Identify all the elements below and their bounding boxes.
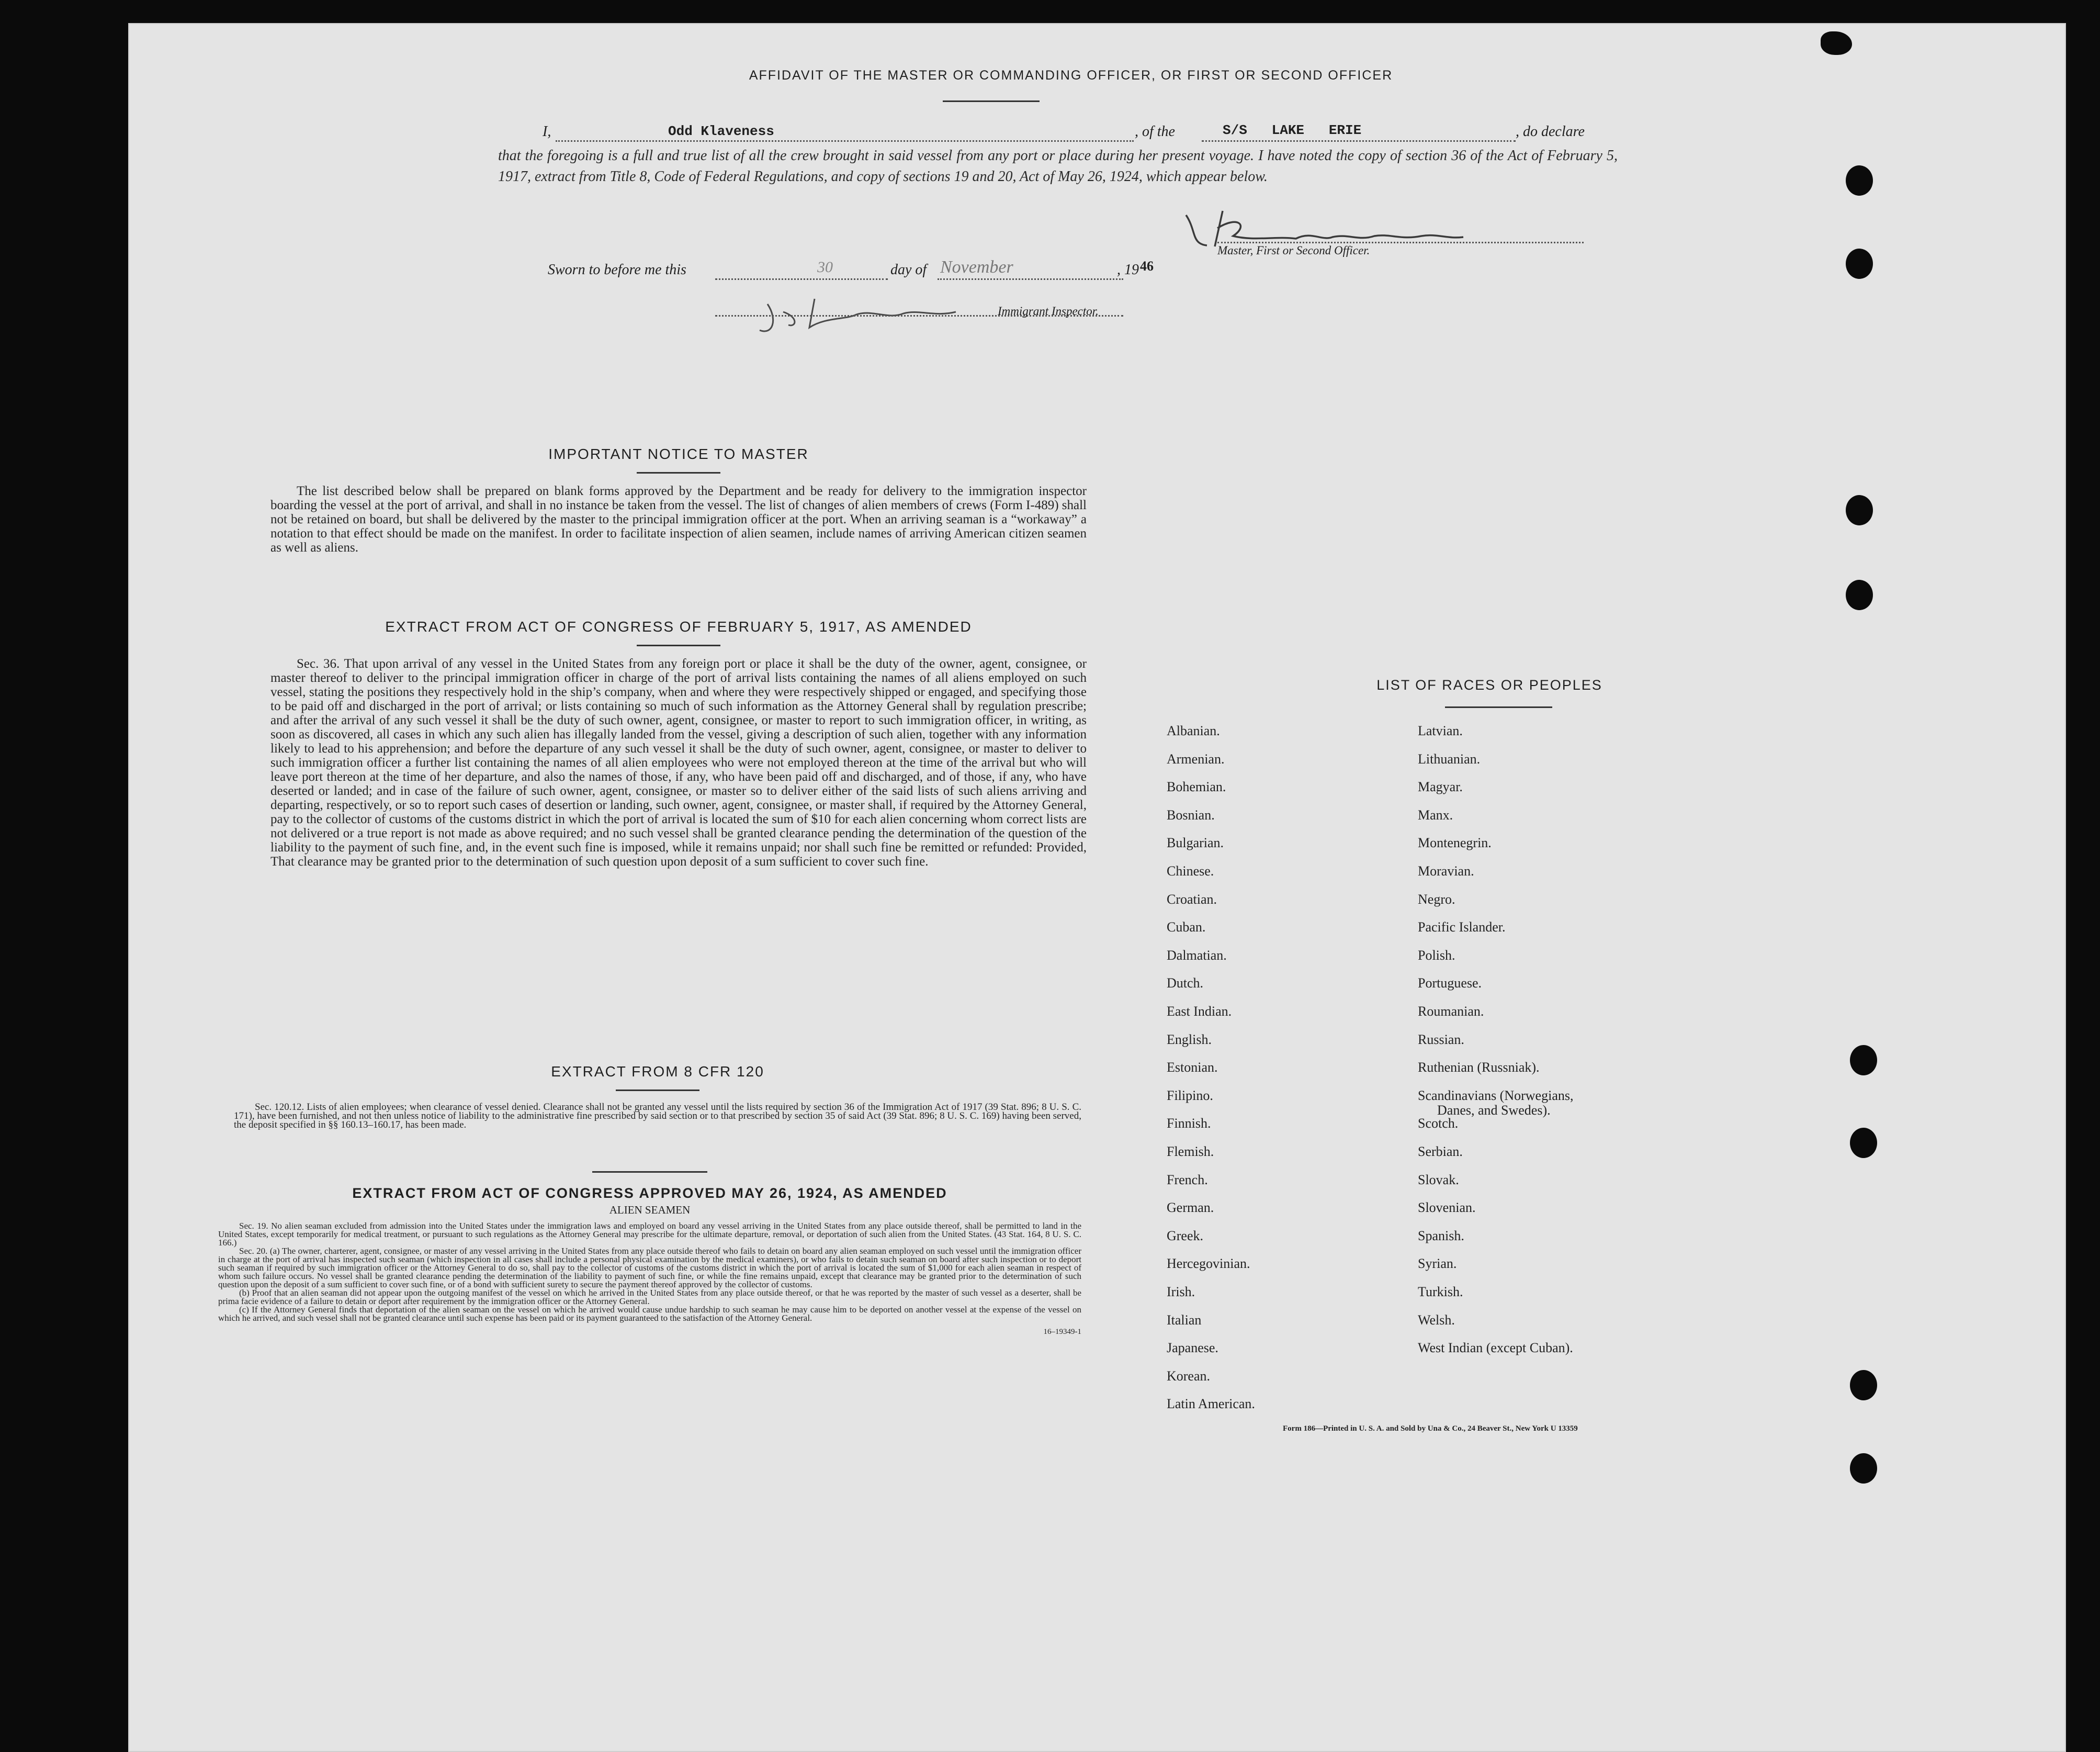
affidavit-title: AFFIDAVIT OF THE MASTER OR COMMANDING OFFICER, OR FIRST OR SECOND OFFICER [749,68,1393,83]
race-item: Korean. [1167,1368,1211,1384]
race-item: Scotch. [1418,1116,1459,1131]
punch-hole [1846,495,1873,525]
document-page [128,23,2066,1752]
do-declare-label: , do declare [1516,123,1585,140]
race-item: Syrian. [1418,1256,1457,1272]
race-item: English. [1167,1031,1212,1047]
race-item: Danes, and Swedes). [1437,1102,1551,1118]
races-rule [1445,706,1552,708]
year-prefix: , 19 [1117,262,1139,278]
race-item: Ruthenian (Russniak). [1418,1060,1540,1075]
torn-corner [1821,31,1852,55]
extract-1917-heading: EXTRACT FROM ACT OF CONGRESS OF FEBRUARY 5, 1917, AS AMENDED [385,619,972,635]
sworn-month: November [940,257,1013,277]
race-item: East Indian. [1167,1004,1232,1019]
race-item: Negro. [1418,891,1455,907]
name-line [556,140,1134,142]
extract-1924-section [218,1171,1081,1337]
day-line [715,278,888,280]
extract-1917-rule [637,645,720,646]
race-item: Dutch. [1167,975,1204,991]
printer-line: Form 186—Printed in U. S. A. and Sold by Una & Co., 24 Beaver St., New York U 13359 [1283,1424,1578,1433]
race-item: Filipino. [1167,1087,1213,1103]
race-item: Bosnian. [1167,807,1215,823]
race-item: Latin American. [1167,1396,1255,1412]
master-name: Odd Klaveness [668,123,774,139]
extract-cfr-rule [616,1090,699,1091]
race-item: Serbian. [1418,1144,1463,1159]
race-item: Slovak. [1418,1172,1459,1187]
race-item: Polish. [1418,947,1455,963]
race-item: Estonian. [1167,1060,1218,1075]
affidavit-body: that the foregoing is a full and true list of all the crew brought in said vessel from any port or place during her present voyage. I have noted the copy of section 36 of the Act of February 5, 1917, extract from Title 8, Code of Federal Regulations, and copy of sections 19 and 20, Act of May 26, 1924, which appear below. [498,148,1618,185]
race-item: Finnish. [1167,1116,1211,1131]
race-item: Spanish. [1418,1228,1464,1243]
race-item: German. [1167,1200,1214,1216]
race-item: Russian. [1418,1031,1464,1047]
race-item: Bulgarian. [1167,835,1224,851]
punch-hole [1850,1045,1877,1075]
race-item: Roumanian. [1418,1004,1484,1019]
punch-hole [1850,1453,1877,1484]
sworn-day: 30 [817,259,833,276]
vessel-line [1202,140,1516,142]
race-item: Slovenian. [1418,1200,1476,1216]
sworn-prefix: Sworn to before me this [548,262,686,278]
form-code: 16–19349-1 [1043,1328,1081,1336]
punch-hole [1850,1128,1877,1158]
month-line [938,278,1123,280]
race-item: Armenian. [1167,751,1225,767]
notice-body: The list described below shall be prepared on blank forms approved by the Department and be ready for delivery to the immigration inspector boarding the vessel at the port of arrival, and shall in no instance be taken from the vessel. The list of changes of alien members of crews (Form I-489) shall not be retained on board, but shall be delivered by the master to the principal immigration officer at the port. When an arriving seaman is a “workaway” a notation to that effect should be made on the manifest. In order to facilitate inspection of alien seamen, include names of arriving American citizen seamen as well as aliens. [270,484,1087,555]
race-item: Bohemian. [1167,779,1226,795]
inspector-label: Immigrant Inspector. [998,305,1099,318]
race-item: Hercegovinian. [1167,1256,1250,1272]
sec20b-text: (b) Proof that an alien seaman did not appear upon the outgoing manifest of the vessel on which he arrived in the United States from any place outside thereof, or that he was reported by the master of such vessel as a deserter, shall be prima facie evidence of a failure to detain or deport after requirement by the immigration officer or the Attorney General. [218,1288,1081,1306]
punch-hole [1846,580,1873,610]
master-signature-line [1217,242,1584,243]
extract-1924-subheading: ALIEN SEAMEN [609,1204,691,1216]
race-item: French. [1167,1172,1208,1187]
of-the-label: , of the [1135,123,1175,140]
race-item: Montenegrin. [1418,835,1492,851]
race-item: Moravian. [1418,863,1474,879]
sec19-text: Sec. 19. No alien seaman excluded from admission into the United States under the immigration laws and employed on board any vessel arriving in the United States from any place outside thereof, shall be permitted to land in the United States, except temporarily for medical treatment, or pursuant to such regulations as the Attorney General may prescribe for the ultimate departure, removal, or deportation of such alien from the United States. (43 Stat. 164, 8 U. S. C. 166.) [218,1221,1081,1248]
race-item: Pacific Islander. [1418,919,1506,935]
race-item: Greek. [1167,1228,1204,1243]
notice-rule [637,472,720,474]
extract-1917-section [270,619,1087,869]
inspector-signature [747,288,1019,346]
master-label: Master, First or Second Officer. [1217,244,1370,257]
extract-cfr-heading: EXTRACT FROM 8 CFR 120 [551,1063,764,1080]
race-item: Cuban. [1167,919,1206,935]
race-item: Albanian. [1167,723,1220,738]
race-item: Scandinavians (Norwegians, [1418,1087,1574,1103]
race-item: Magyar. [1418,779,1463,795]
year-suffix: 46 [1140,259,1154,274]
race-item: Turkish. [1418,1284,1463,1299]
race-item: Italian [1167,1312,1202,1328]
sec20a-text: Sec. 20. (a) The owner, charterer, agent, consignee, or master of any vessel arriving in the United States from any place outside thereof who fails to detain on board any alien seaman employed on such vessel until the immigration officer in charge at the port of arrival has inspected such seaman (which inspection in all cases shall include a personal physical examination by the medical examiners), or who fails to detain such seaman on board after such inspection or to deport such seaman if required by such immigration officer or the Attorney General to do so, shall pay to the collector of customs of the customs district in which the port of arrival is located the sum of $1,000 for each alien seaman in respect of whom such failure occurs. No vessel shall be granted clearance pending the determination of the liability to payment of such fine, or while the fine remains unpaid, except that clearance may be granted prior to the determination of such question upon the deposit of a sum sufficient to cover such fine, or of a bond with sufficient surety to secure the payment thereof approved by the collector of customs. [218,1246,1081,1289]
race-item: Croatian. [1167,891,1217,907]
race-item: Irish. [1167,1284,1195,1299]
extract-cfr-section [234,1063,1081,1129]
day-of-label: day of [890,262,927,278]
race-item: West Indian (except Cuban). [1418,1340,1573,1356]
race-item: Latvian. [1418,723,1463,738]
race-item: Chinese. [1167,863,1214,879]
race-item: Dalmatian. [1167,947,1227,963]
race-item: Lithuanian. [1418,751,1481,767]
extract-1924-heading: EXTRACT FROM ACT OF CONGRESS APPROVED MAY 26, 1924, AS AMENDED [352,1185,947,1201]
notice-section [270,446,1087,555]
extract-1917-body: Sec. 36. That upon arrival of any vessel in the United States from any foreign port or place it shall be the duty of the owner, agent, consignee, or master thereof to deliver to the principal immigration officer in charge of the port of arrival lists containing the names of all aliens employed on such vessel, stating the positions they respectively hold in the ship’s company, when and where they were respectively shipped or engaged, and specifying those to be paid off and discharged in the port of arrival; or lists containing so much of such information as the Attorney General shall by regulation prescribe; and after the arrival of any such vessel it shall be the duty of such owner, agent, consignee, or master to report to such immigration officer, in writing, as soon as discovered, all cases in which any such alien has illegally landed from the vessel, giving a description of such alien, together with any information likely to lead to his apprehension; and before the departure of any such vessel it shall be the duty of such owner, agent, consignee, or master to deliver to such immigration officer a further list containing the names of all alien employees who were not employed thereon at the time of the arrival but who will leave port thereon at the time of her departure, and also the names of those, if any, who have been paid off and discharged, and of those, if any, who have deserted or landed; and in case of the failure of such owner, agent, consignee, or master so to deliver either of the said lists of such aliens arriving and departing, respectively, or so to report such cases of desertion or landing, such owner, agent, consignee, or master shall, if required by the Attorney General, pay to the collector of customs of the customs district in which the port of arrival is located the sum of $10 for each alien concerning whom correct lists are not delivered or a true report is not made as above required; and no such vessel shall be granted clearance pending the determination of the question of the liability to the payment of such fine, and, in the event such fine is imposed, while it remains unpaid; nor shall such fine be remitted or refunded: Provided, That clearance may be granted prior to the determination of such question upon deposit of a sum sufficient to cover such fine. [270,657,1087,869]
title-rule [943,100,1040,102]
race-item: Welsh. [1418,1312,1455,1328]
race-item: Manx. [1418,807,1453,823]
punch-hole [1846,249,1873,279]
race-item: Portuguese. [1418,975,1482,991]
extract-1924-rule [592,1171,707,1173]
affidavit-prefix: I, [543,123,551,140]
race-item: Flemish. [1167,1144,1214,1159]
punch-hole [1846,165,1873,196]
notice-heading: IMPORTANT NOTICE TO MASTER [548,446,809,462]
sec20c-text: (c) If the Attorney General finds that deportation of the alien seaman on the vessel on which he arrived would cause undue hardship to such seaman he may cause him to be deported on another vessel at the expense of the vessel on which he arrived, and such vessel shall not be granted clearance until such expense has been paid or its payment guaranteed to the satisfaction of the Attorney General. [218,1305,1081,1323]
vessel-name: S/S LAKE ERIE [1223,122,1362,138]
races-heading: LIST OF RACES OR PEOPLES [1376,677,1602,693]
race-item: Japanese. [1167,1340,1218,1356]
extract-cfr-body: Sec. 120.12. Lists of alien employees; when clearance of vessel denied. Clearance shall not be granted any vessel until the lists required by section 36 of the Immigration Act of 1917 (39 Stat. 896; 8 U. S. C. 171), have been furnished, and not then unless notice of liability to the administrative fine prescribed by said section or to that prescribed by section 35 of said Act (39 Stat. 896; 8 U. S. C. 169) having been served, the deposit specified in §§ 160.13–160.17, has been made. [234,1102,1081,1130]
punch-hole [1850,1370,1877,1400]
